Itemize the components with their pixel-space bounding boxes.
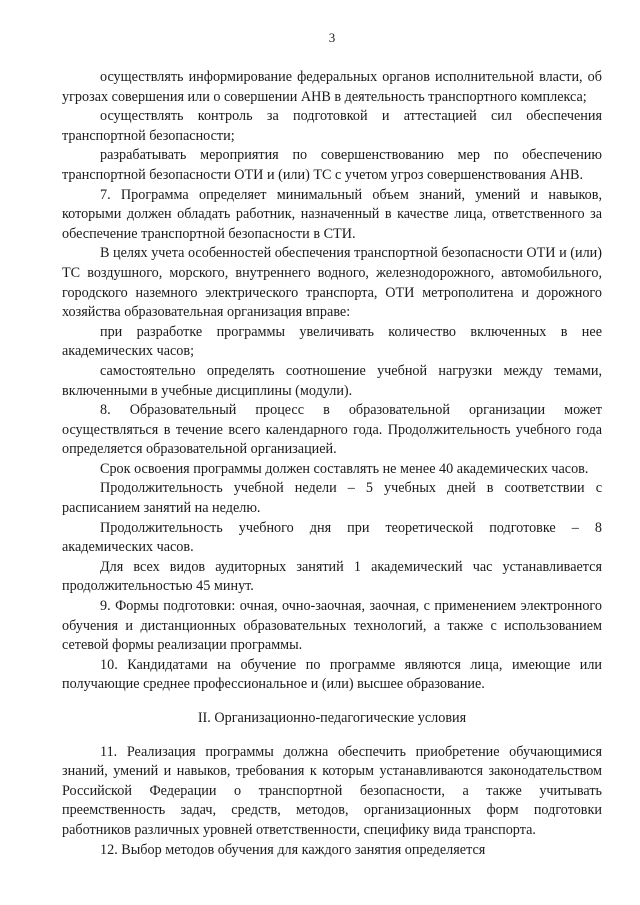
paragraph: Для всех видов аудиторных занятий 1 академический час устанавливается продолжительностью 45 минут. xyxy=(62,558,602,595)
section-title: II. Организационно-педагогические условия xyxy=(197,710,467,726)
paragraph: осуществлять контроль за подготовкой и аттестацией сил обеспечения транспортной безопасности; xyxy=(62,108,602,144)
page-number: 3 xyxy=(328,30,336,45)
paragraph: Срок освоения программы должен составлять не менее 40 академических часов. xyxy=(100,460,589,477)
document-body xyxy=(62,68,602,860)
paragraph: 12. Выбор методов обучения для каждого занятия определяется xyxy=(100,841,486,858)
paragraph: при разработке программы увеличивать количество включенных в нее академических часов; xyxy=(62,323,602,360)
paragraph: осуществлять информирование федеральных органов исполнительной власти, об угрозах совершения или о совершении АНВ в деятельность транспортного комплекса; xyxy=(62,69,602,105)
paragraph: 8. Образовательный процесс в образовательной организации может осуществляться в течение всего календарного года. Продолжительность учебного года определяется образовательной организацией. xyxy=(62,402,602,458)
paragraph: 11. Реализация программы должна обеспечить приобретение обучающимися знаний, умений и навыков, требования к которым устанавливаются законодательством Российской Федерации о транспортной безопасности, а также учитывать преемственность задач, средств, методов, организационных форм подготовки работников различных уровней ответственности, специфику вида транспорта. xyxy=(62,743,602,838)
paragraph: Продолжительность учебной недели – 5 учебных дней в соответствии с расписанием занятий на неделю. xyxy=(62,480,602,517)
paragraph: 7. Программа определяет минимальный объем знаний, умений и навыков, которыми должен обладать работник, назначенный в качестве лица, ответственного за обеспечение транспортной безопасности в СТИ. xyxy=(62,186,602,242)
paragraph: разрабатывать мероприятия по совершенствованию мер по обеспечению транспортной безопасности ОТИ и (или) ТС с учетом угроз совершенствования АНВ. xyxy=(62,147,602,183)
paragraph: 9. Формы подготовки: очная, очно-заочная, заочная, с применением электронного обучения и дистанционных образовательных технологий, а также с использованием сетевой формы реализации программы. xyxy=(62,598,602,654)
paragraph: самостоятельно определять соотношение учебной нагрузки между темами, включенными в учебные дисциплины (модули). xyxy=(62,362,602,399)
paragraph: В целях учета особенностей обеспечения транспортной безопасности ОТИ и (или) ТС воздушного, морского, внутреннего водного, железнодорожного, автомобильного, городского наземного электрического транспорта, ОТИ метрополитена и дорожного хозяйства образовательная организация вправе: xyxy=(62,245,602,321)
paragraph: 10. Кандидатами на обучение по программе являются лица, имеющие или получающие среднее профессиональное и (или) высшее образование. xyxy=(62,656,602,693)
paragraph: Продолжительность учебного дня при теоретической подготовке – 8 академических часов. xyxy=(62,519,602,556)
